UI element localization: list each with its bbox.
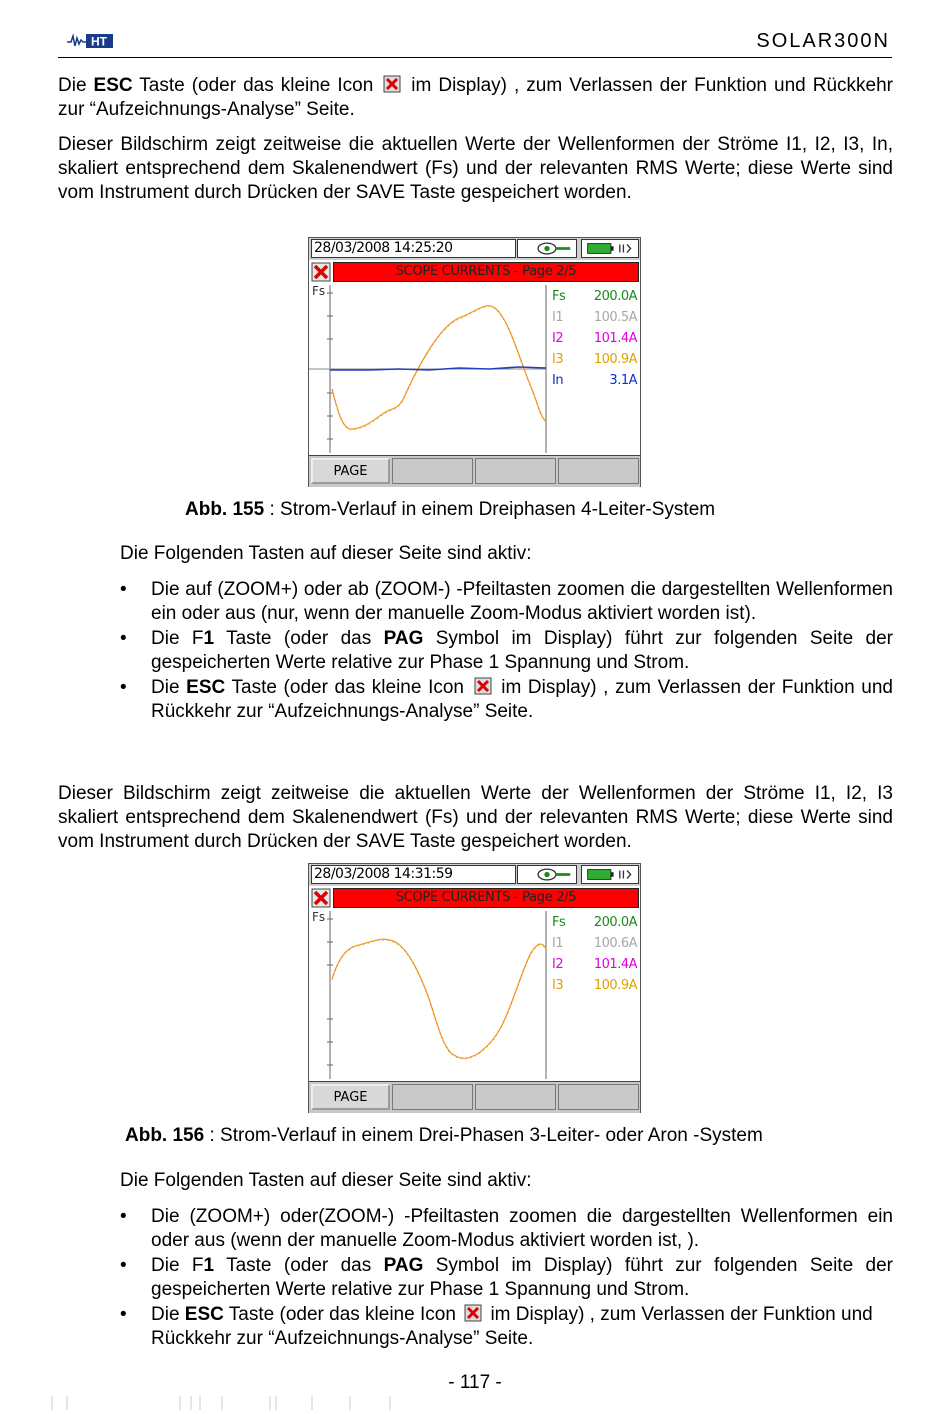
- figure-caption-155: Abb. 155 : Strom-Verlauf in einem Dreiphasen 4-Leiter-System: [185, 499, 716, 520]
- waveform-i3: [332, 939, 546, 1058]
- list-item: • Die (ZOOM+) oder(ZOOM-) -Pfeiltasten zoomen die dargestellten Wellenformen ein oder aus (wenn der manuelle Zoom-Modus aktiviert worden ist, ).: [120, 1205, 893, 1253]
- screen-title-bar: [309, 887, 640, 909]
- function-key-3[interactable]: [475, 458, 556, 484]
- function-key-bar: [309, 455, 640, 487]
- esc-paragraph: Die ESC Taste (oder das kleine Icon im Display) , zum Verlassen der Funktion und Rückkehr zur “Aufzeichnungs-Analyse” Seite.: [58, 75, 893, 120]
- value-row-i2: I2 101.4A: [552, 331, 637, 346]
- logo-text: HT: [91, 34, 107, 49]
- footer-scan-marks: [50, 1394, 450, 1412]
- waveform-plot: [309, 283, 640, 455]
- value-row-fs: Fs 200.0A: [552, 289, 637, 304]
- ht-logo: [66, 33, 114, 49]
- page-button[interactable]: PAGE: [311, 458, 390, 484]
- header-divider: [58, 57, 892, 58]
- rms-values-list: [552, 286, 640, 391]
- function-key-2[interactable]: [392, 1084, 473, 1110]
- battery-power-icon: [581, 865, 639, 884]
- figure-caption-156: Abb. 156 : Strom-Verlauf in einem Drei-Phasen 3-Leiter- oder Aron -System: [125, 1125, 763, 1146]
- value-row-fs: Fs 200.0A: [552, 915, 637, 930]
- screen-status-bar: [309, 864, 640, 886]
- function-key-2[interactable]: [392, 458, 473, 484]
- battery-power-icon: [581, 239, 639, 258]
- waveform-i2: [332, 307, 546, 430]
- function-key-4[interactable]: [558, 458, 639, 484]
- list-item: • Die auf (ZOOM+) oder ab (ZOOM-) -Pfeiltasten zoomen die dargestellten Wellenformen ein oder aus (nur, wenn der manuelle Zoom-Modus aktiviert worden ist).: [120, 578, 893, 626]
- esc-close-icon: [464, 1304, 482, 1322]
- value-row-i1: I1 100.5A: [552, 310, 637, 325]
- probe-status-icon: [517, 239, 577, 258]
- product-name: SOLAR300N: [756, 30, 890, 52]
- screen-datetime: 28/03/2008 14:31:59: [311, 865, 516, 884]
- esc-close-icon[interactable]: [311, 888, 331, 908]
- active-keys-list-1: [120, 578, 893, 725]
- instrument-screen-2: [308, 863, 641, 1113]
- value-row-i3: I3 100.9A: [552, 978, 637, 993]
- value-row-i3: I3 100.9A: [552, 352, 637, 367]
- esc-close-icon[interactable]: [311, 262, 331, 282]
- list-item: • Die ESC Taste (oder das kleine Icon im Display) , zum Verlassen der Funktion und Rückkehr zur “Aufzeichnungs-Analyse” Seite.: [120, 1303, 893, 1351]
- screen-description-paragraph-1: Dieser Bildschirm zeigt zeitweise die aktuellen Werte der Wellenformen der Ströme I1, I2, I3, In, skaliert entsprechend dem Skalenendwert (Fs) und der relevanten RMS Werte; diese Werte sind vom Instrument durch Drücken der SAVE Taste gespeichert worden.: [58, 134, 893, 203]
- fs-axis-label: Fs: [312, 910, 326, 924]
- screen-title: SCOPE CURRENTS - Page 2/5: [333, 888, 639, 908]
- list-item: • Die F1 Taste (oder das PAG Symbol im Display) führt zur folgenden Seite der gespeicherten Werte relative zur Phase 1 Spannung und Strom.: [120, 627, 893, 675]
- active-keys-intro-2: Die Folgenden Tasten auf dieser Seite sind aktiv:: [120, 1170, 532, 1191]
- waveform-plot: [309, 909, 640, 1081]
- screen-status-bar: [309, 238, 640, 260]
- list-item: • Die ESC Taste (oder das kleine Icon im Display) , zum Verlassen der Funktion und Rückkehr zur “Aufzeichnungs-Analyse” Seite.: [120, 676, 893, 724]
- probe-status-icon: [517, 865, 577, 884]
- page-button[interactable]: PAGE: [311, 1084, 390, 1110]
- screen-title: SCOPE CURRENTS - Page 2/5: [333, 262, 639, 282]
- function-key-bar: [309, 1081, 640, 1113]
- waveform-i2: [332, 940, 546, 1059]
- value-row-i2: I2 101.4A: [552, 957, 637, 972]
- rms-values-list: [552, 912, 640, 996]
- esc-close-icon: [383, 75, 401, 93]
- screen-description-paragraph-2: Dieser Bildschirm zeigt zeitweise die aktuellen Werte der Wellenformen der Ströme I1, I2, I3 skaliert entsprechend dem Skalenendwert (Fs) und der relevanten RMS Werte; diese Werte sind vom Instrument durch Drücken der SAVE Taste gespeichert worden.: [58, 783, 893, 852]
- function-key-3[interactable]: [475, 1084, 556, 1110]
- page-number: - 117 -: [448, 1372, 502, 1393]
- instrument-screen-1: [308, 237, 641, 487]
- screen-title-bar: [309, 261, 640, 283]
- active-keys-intro-1: Die Folgenden Tasten auf dieser Seite sind aktiv:: [120, 543, 532, 564]
- active-keys-list-2: [120, 1205, 893, 1352]
- value-row-i1: I1 100.6A: [552, 936, 637, 951]
- list-item: • Die F1 Taste (oder das PAG Symbol im Display) führt zur folgenden Seite der gespeicherten Werte relative zur Phase 1 Spannung und Strom.: [120, 1254, 893, 1302]
- screen-datetime: 28/03/2008 14:25:20: [311, 239, 516, 258]
- value-row-in: In 3.1A: [552, 373, 637, 388]
- fs-axis-label: Fs: [312, 284, 326, 298]
- function-key-4[interactable]: [558, 1084, 639, 1110]
- esc-close-icon: [474, 677, 492, 695]
